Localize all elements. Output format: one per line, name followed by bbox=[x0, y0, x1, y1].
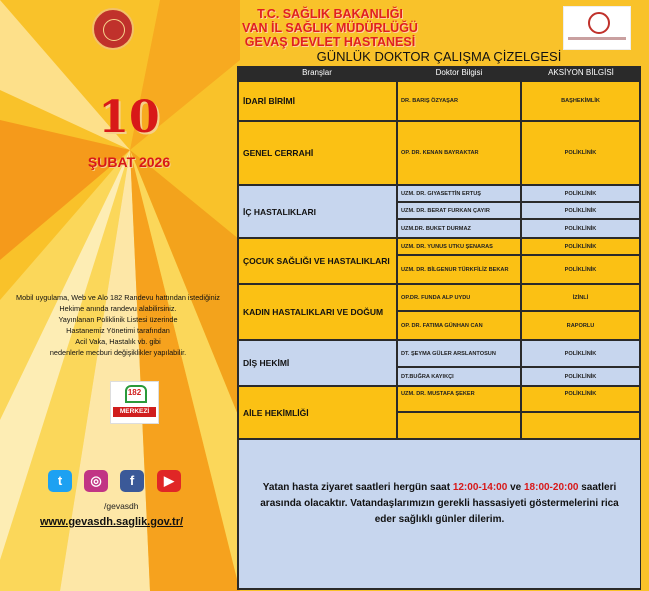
header-action: AKSİYON BİLGİSİ bbox=[548, 68, 614, 77]
action-cell: POLİKLİNİK bbox=[522, 220, 639, 237]
action-cell: BAŞHEKİMLİK bbox=[522, 82, 639, 120]
doctor-cell: DT. ŞEYMA GÜLER ARSLANTOSUN bbox=[398, 341, 520, 366]
notice-time-1: 12:00-14:00 bbox=[452, 482, 508, 493]
info-line: Hastanemiz Yönetimi tarafından bbox=[66, 326, 170, 335]
header-branches: Branşlar bbox=[302, 68, 332, 77]
doctor-cell: UZM. DR. MUSTAFA ŞEKER bbox=[398, 387, 520, 411]
instagram-icon[interactable]: ◎ bbox=[84, 470, 108, 492]
doctor-cell: UZM. DR. BERAT FURKAN ÇAYIR bbox=[398, 203, 520, 218]
date-month-year: ŞUBAT 2026 bbox=[87, 154, 171, 170]
facebook-icon[interactable]: f bbox=[120, 470, 144, 492]
dept-general-surgery: GENEL CERRAHİ bbox=[239, 122, 396, 184]
action-cell: POLİKLİNİK bbox=[522, 239, 639, 254]
doctor-cell: OP. DR. KENAN BAYRAKTAR bbox=[398, 122, 520, 184]
doctor-cell: UZM. DR. GIYASETTİN ERTUŞ bbox=[398, 186, 520, 201]
action-cell: POLİKLİNİK bbox=[522, 203, 639, 218]
visiting-hours-notice bbox=[239, 440, 640, 588]
header-hospital: GEVAŞ DEVLET HASTANESİ bbox=[244, 35, 416, 49]
info-line: Hekime anında randevu alabilirsiniz. bbox=[59, 304, 177, 313]
schedule-title: GÜNLÜK DOKTOR ÇALIŞMA ÇİZELGESİ bbox=[316, 49, 562, 64]
notice-text: ve bbox=[507, 482, 524, 493]
dept-pediatrics: ÇOCUK SAĞLIĞI VE HASTALIKLARI bbox=[239, 239, 396, 283]
social-handle: /gevasdh bbox=[104, 501, 139, 511]
info-line: Acil Vaka, Hastalık vb. gibi bbox=[75, 337, 161, 346]
doctor-cell: UZM.DR. BUKET DURMAZ bbox=[398, 220, 520, 237]
date-day: 10 bbox=[98, 92, 160, 143]
info-line: nedenlerle mecburi değişiklikler yapılabilir. bbox=[49, 348, 187, 357]
ministry-logo bbox=[92, 8, 134, 50]
hospital-logo bbox=[563, 6, 631, 50]
dept-dentistry: DİŞ HEKİMİ bbox=[239, 341, 396, 385]
action-cell: POLİKLİNİK bbox=[522, 341, 639, 366]
dept-internal-medicine: İÇ HASTALIKLARI bbox=[239, 186, 396, 237]
header-directorate: VAN İL SAĞLIK MÜDÜRLÜĞÜ bbox=[242, 21, 418, 35]
doctor-cell: UZM. DR. YUNUS UTKU ŞENARAS bbox=[398, 239, 520, 254]
alo-182-badge bbox=[110, 381, 159, 424]
doctor-cell bbox=[398, 413, 520, 438]
info-line: Mobil uygulama, Web ve Alo 182 Randevu hattından istediğiniz bbox=[16, 293, 220, 302]
action-cell: RAPORLU bbox=[522, 312, 639, 339]
dept-gynecology: KADIN HASTALIKLARI VE DOĞUM bbox=[239, 285, 396, 339]
info-line: Yayınlanan Poliklinik Listesi üzerinde bbox=[58, 315, 178, 324]
header-doctor: Doktor Bilgisi bbox=[435, 68, 483, 77]
doctor-cell: UZM. DR. BİLGENUR TÜRKFİLİZ BEKAR bbox=[398, 256, 520, 283]
youtube-icon[interactable]: ▶ bbox=[157, 470, 181, 492]
action-cell: İZİNLİ bbox=[522, 285, 639, 310]
doctor-cell: OP. DR. FATIMA GÜNHAN CAN bbox=[398, 312, 520, 339]
doctor-cell: DR. BARIŞ ÖZYAŞAR bbox=[398, 82, 520, 120]
appointment-info bbox=[0, 292, 236, 358]
schedule-table bbox=[237, 66, 641, 590]
action-cell bbox=[522, 413, 639, 438]
action-cell: POLİKLİNİK bbox=[522, 186, 639, 201]
doctor-cell: DT.BUĞRA KAYIKÇI bbox=[398, 368, 520, 385]
action-cell: POLİKLİNİK bbox=[522, 122, 639, 184]
badge-label: MERKEZİ bbox=[113, 407, 156, 417]
badge-number: 182 bbox=[127, 388, 142, 397]
dept-family-medicine: AİLE HEKİMLİĞİ bbox=[239, 387, 396, 438]
twitter-icon[interactable]: t bbox=[48, 470, 72, 492]
dept-administration: İDARİ BİRİMİ bbox=[239, 82, 396, 120]
website-link[interactable]: www.gevasdh.saglik.gov.tr/ bbox=[40, 516, 184, 528]
notice-text: saatleri arasında olacaktır. Vatandaşlarımızın gerekli hassasiyeti göstermelerini rica eder sağlıklı günler dilerim. bbox=[260, 482, 619, 525]
action-cell: POLİKLİNİK bbox=[522, 368, 639, 385]
header-ministry: T.C. SAĞLIK BAKANLIĞI bbox=[257, 7, 403, 21]
notice-text: Yatan hasta ziyaret saatleri hergün saat bbox=[262, 482, 453, 493]
action-cell: POLİKLİNİK bbox=[522, 387, 639, 411]
notice-time-2: 18:00-20:00 bbox=[523, 482, 579, 493]
action-cell: POLİKLİNİK bbox=[522, 256, 639, 283]
doctor-cell: OP.DR. FUNDA ALP UYDU bbox=[398, 285, 520, 310]
